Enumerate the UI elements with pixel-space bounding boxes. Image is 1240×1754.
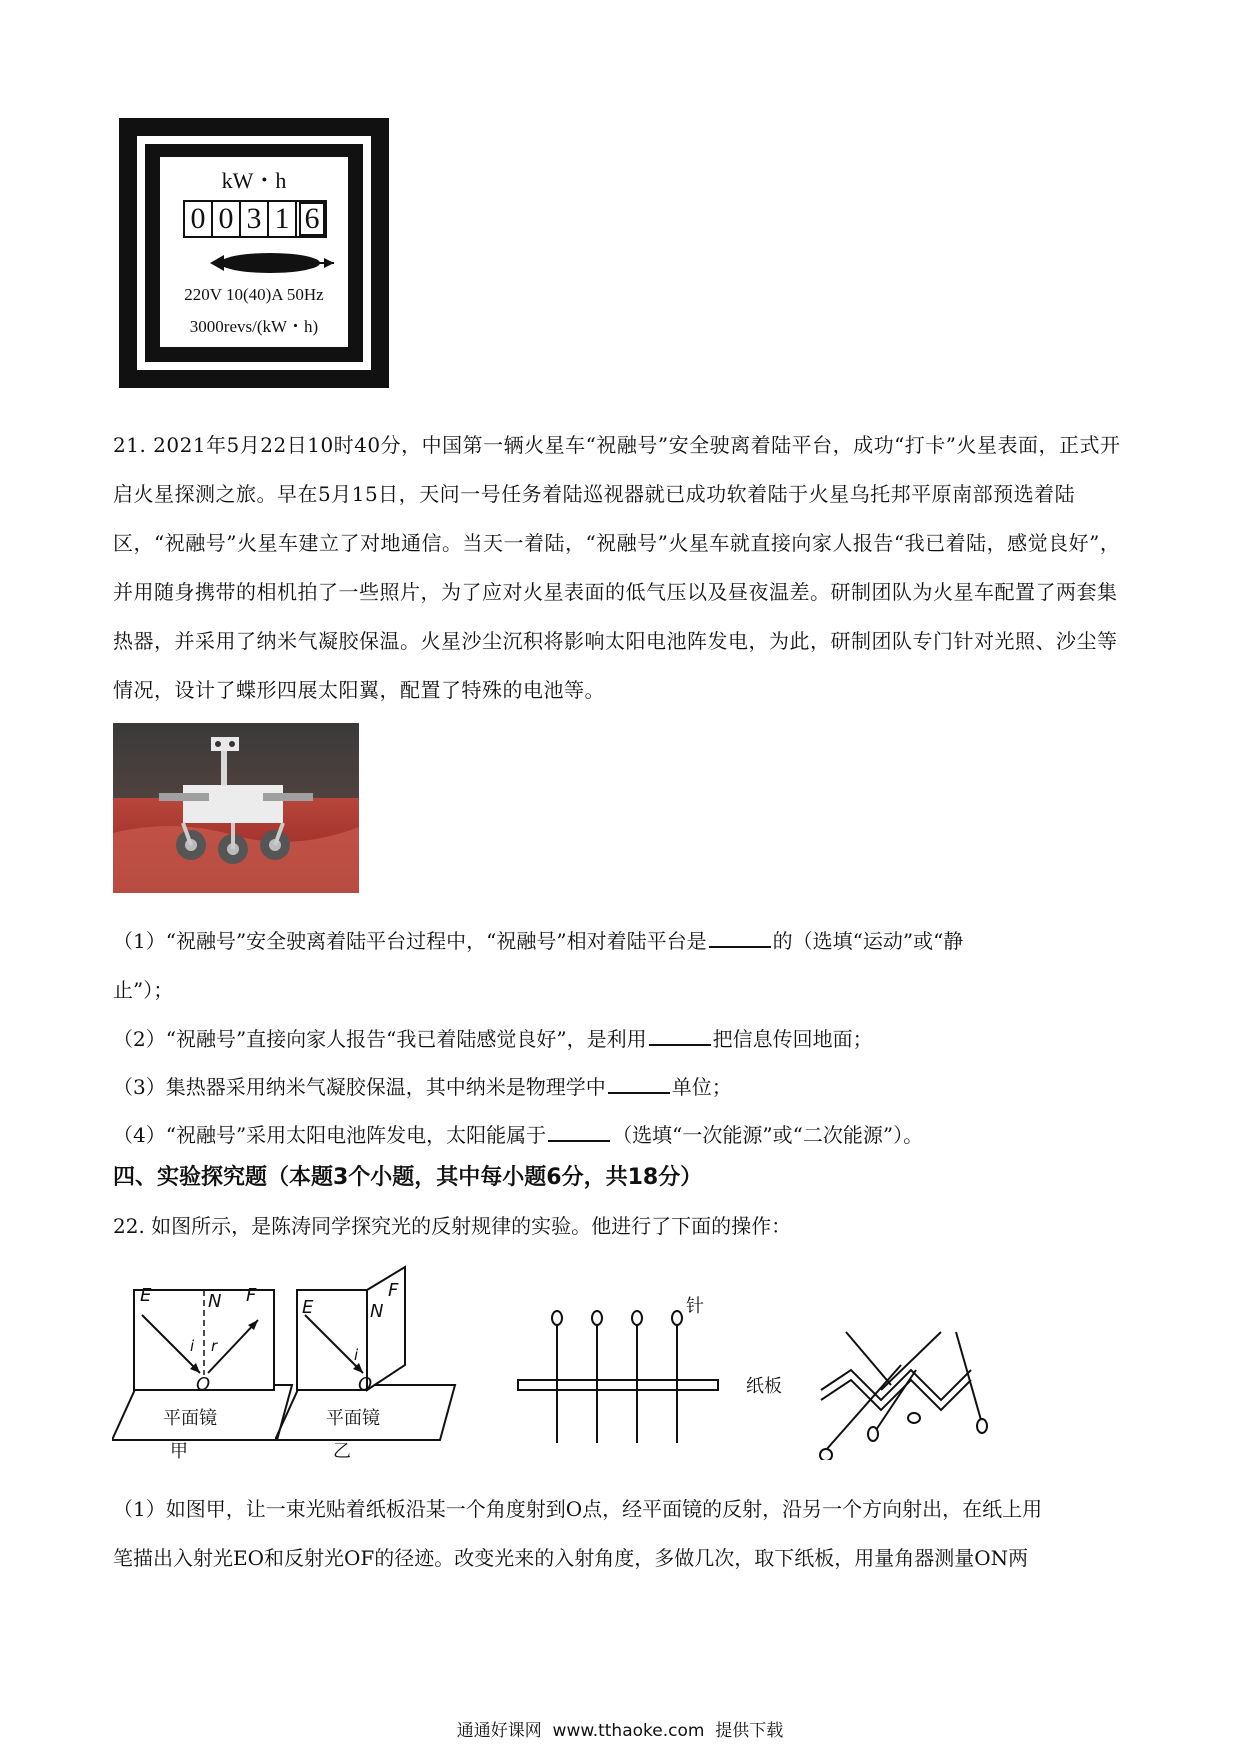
- meter-digit: 0: [185, 202, 213, 236]
- q21-sub3: （3）集热器采用纳米气凝胶保温，其中纳米是物理学中 单位；: [113, 1075, 732, 1099]
- q21-sub4: （4）“祝融号”采用太阳电池阵发电，太阳能属于 （选填“一次能源”或“二次能源”）。: [113, 1123, 924, 1147]
- meter-spec-revs: 3000revs/(kW・h): [189, 317, 319, 336]
- figure-yi-diagram: [275, 1265, 465, 1465]
- q21-sub2: （2）“祝融号”直接向家人报告“我已着陆感觉良好”，是利用 把信息传回地面；: [113, 1027, 873, 1051]
- fig-label-yi: 乙: [333, 1441, 351, 1462]
- fig-label-r: r: [211, 1337, 218, 1355]
- fig-label-F: F: [388, 1280, 399, 1301]
- q22-intro: 22. 如图所示，是陈涛同学探究光的反射规律的实验。他进行了下面的操作：: [113, 1214, 792, 1238]
- fig-label-i: i: [354, 1346, 359, 1364]
- footer-site: 通通好课网: [456, 1721, 542, 1741]
- zigzag-needle-diagram: [806, 1330, 1006, 1460]
- meter-digits: [183, 200, 327, 238]
- q21-sub1: （1）“祝融号”安全驶离着陆平台过程中，“祝融号”相对着陆平台是 的（选填“运动”或“静: [113, 929, 964, 953]
- fig-label-mirror: 平面镜: [326, 1408, 380, 1429]
- fig-label-E: E: [140, 1285, 152, 1306]
- fig-label-board: 纸板: [746, 1376, 782, 1397]
- meter-digit: 1: [269, 202, 297, 236]
- mars-rover-photo: [113, 723, 359, 893]
- answer-blank[interactable]: [608, 1074, 670, 1094]
- fig-label-F: F: [246, 1285, 257, 1306]
- fig-label-i: i: [190, 1337, 195, 1355]
- meter-spec-voltage: 220V 10(40)A 50Hz: [184, 285, 324, 304]
- meter-digit: 3: [241, 202, 269, 236]
- fig-label-O: O: [358, 1374, 373, 1395]
- fig-label-N: N: [370, 1301, 384, 1322]
- meter-dial-icon: [200, 250, 340, 276]
- meter-digit: 6: [299, 202, 325, 236]
- fig-label-N: N: [208, 1291, 222, 1312]
- footer-download: 提供下载: [715, 1721, 784, 1741]
- answer-blank[interactable]: [649, 1026, 711, 1046]
- q22-sub1-line2: 笔描出入射光EO和反射光OF的径迹。改变光来的入射角度，多做几次，取下纸板，用量角器测量ON两: [113, 1546, 1029, 1570]
- q21-sub1-cont: 止”）；: [113, 978, 174, 1002]
- fig-label-jia: 甲: [170, 1441, 188, 1462]
- q22-sub1-line1: （1）如图甲，让一束光贴着纸板沿某一个角度射到O点，经平面镜的反射，沿另一个方向射出，在纸上用: [113, 1497, 1043, 1521]
- fig-label-E: E: [302, 1297, 314, 1318]
- footer-url[interactable]: www.tthaoke.com: [552, 1721, 705, 1741]
- q21-intro: 21. 2021年5月22日10时40分，中国第一辆火星车“祝融号”安全驶离着陆平台，成功“打卡”火星表面，正式开启火星探测之旅。早在5月15日，天问一号任务着陆巡视器就已成功软着陆于火星乌托邦平原南部预选着陆区，“祝融号”火星车建立了对地通信。当天一着陆，“祝融号”火星车就直接向家人报告“我已着陆，感觉良好”，并用随身携带的相机拍了一些照片，为了应对火星表面的低气压以及昼夜温差。研制团队为火星车配置了两套集热器，并采用了纳米气凝胶保温。火星沙尘沉积将影响太阳电池阵发电，为此，研制团队专门针对光照、沙尘等情况，设计了蝶形四展太阳翼，配置了特殊的电池等。: [113, 433, 1121, 702]
- meter-unit: kW・h: [221, 168, 287, 193]
- fig-label-mirror: 平面镜: [163, 1408, 217, 1429]
- fig-label-O: O: [196, 1374, 211, 1395]
- section-heading: 四、实验探究题（本题3个小题，其中每小题6分，共18分）: [113, 1165, 703, 1190]
- needle-board-diagram: [515, 1308, 735, 1448]
- meter-digit: 0: [213, 202, 241, 236]
- fig-label-needle: 针: [686, 1296, 704, 1317]
- answer-blank[interactable]: [548, 1122, 610, 1142]
- answer-blank[interactable]: [709, 928, 771, 948]
- page-footer: [0, 1716, 1240, 1741]
